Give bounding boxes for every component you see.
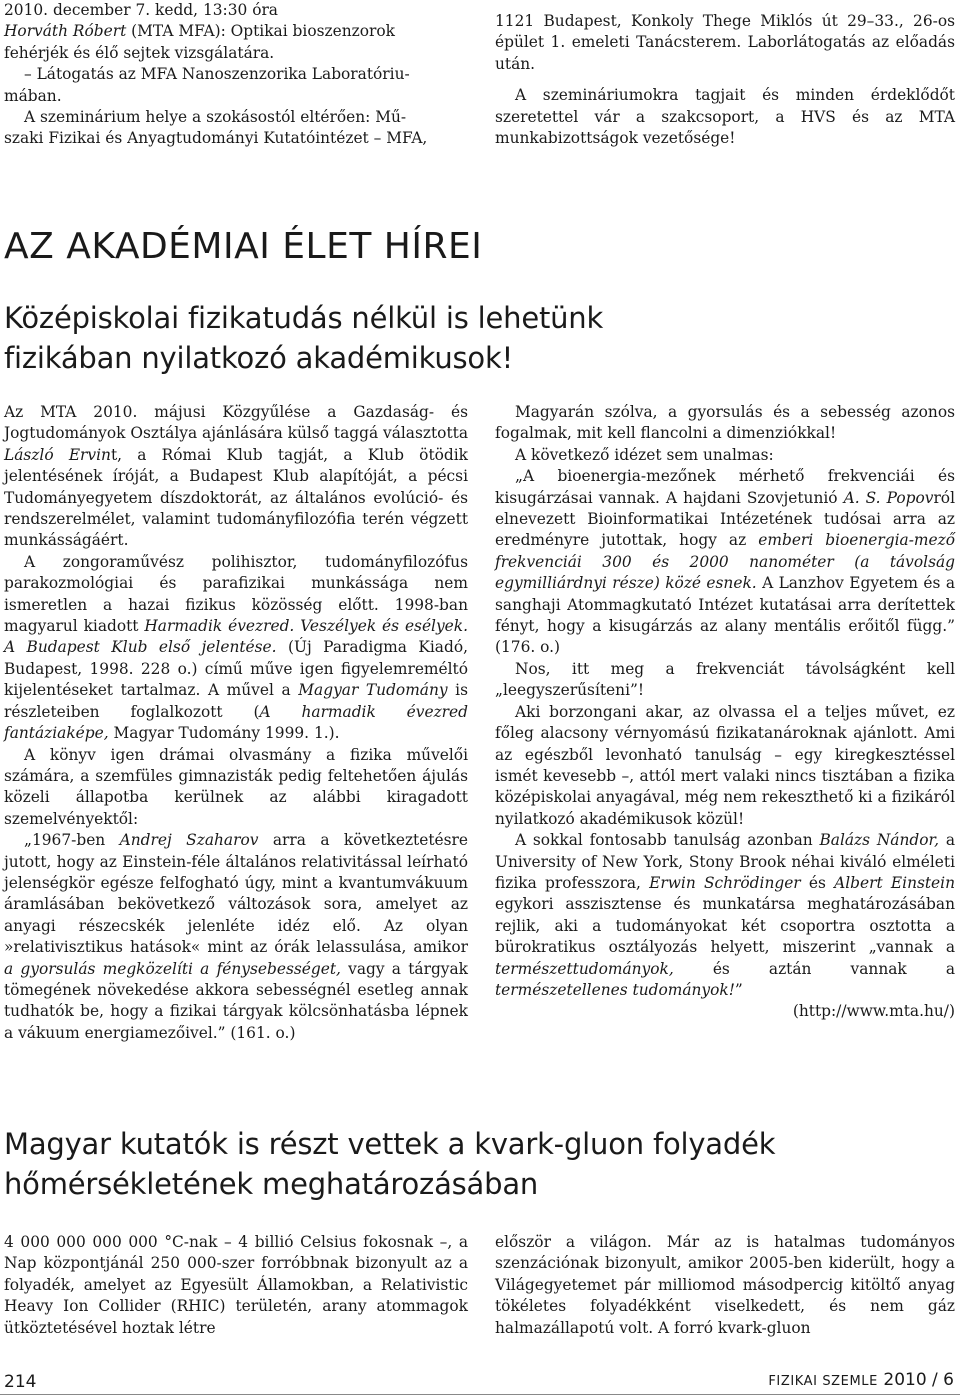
footer-rule xyxy=(0,1394,960,1395)
article1-quote: „1967-ben Andrej Szaharov arra a következtetésre jutott, hogy az Einstein-féle általános relativitással leírható jelenségkör egésze felfogható úgy, mint a kvantumvákuum áramlásában bekövetkező változások sora, amelyet az anyagi részecskék jelenléte idéz elő. Az olyan »relativisztikus hatások« mint az órák lelassulása, amikor a gyorsulás megközelíti a fénysebességet, vagy a tárgyak tömegének növekedése akkora sebességnél esetleg annak tudhatók be, hogy a fizikai tárgyak kölcsönhatásba lépnek a vákuum energiamezőivel.” (161. o.) xyxy=(4,831,468,1042)
seminar-title-cont: fehérjék és élő sejtek vizsgálatára. xyxy=(4,43,275,62)
person-name: Erwin Schrödinger xyxy=(649,873,801,892)
person-name: Albert Einstein xyxy=(834,873,956,892)
article2-title xyxy=(4,1124,944,1204)
invitation-text: A szemináriumokra tagjait és minden érdeklődőt szeretettel vár a szakcsoport, a HVS és az MTA munkabizottságok vezetősége! xyxy=(495,86,955,148)
article2-right-column xyxy=(495,1232,955,1339)
section-title: AZ AKADÉMIAI ÉLET HÍREI xyxy=(4,226,483,267)
article1-right-column xyxy=(495,402,955,1023)
source-link: (http://www.mta.hu/) xyxy=(792,1002,955,1021)
article2-paragraph: először a világon. Már az is hatalmas tudományos szenzációnak bizonyult, amikor 2005-ben kiderült, hogy a Világegyetemet pár milliomod másodpercig kitöltő anyag tökéletes folyadékként viselkedett, és nem gáz halmazállapotú volt. A forró kvark-gluon xyxy=(495,1233,955,1337)
quote-emphasis: természettudományok, xyxy=(495,959,674,978)
article1-title xyxy=(4,298,904,378)
article-title: A harmadik évezred fantáziaképe, xyxy=(4,702,468,743)
page-number: 214 xyxy=(4,1372,37,1392)
person-name: A. S. Popov xyxy=(843,488,934,507)
seminar-speaker-line xyxy=(4,21,468,42)
quote-emphasis: a gyorsulás megközelíti a fénysebességet, xyxy=(4,959,341,978)
person-name: László Ervin xyxy=(4,445,111,464)
lab-visit-cont: mában. xyxy=(4,86,62,105)
journal-issue: 2010 / 6 xyxy=(877,1370,954,1390)
quote-emphasis: emberi bioenergia-mező frekvenciái 300 és 2000 nanométer (a távolság egymilliárdnyi része) közé esnek. xyxy=(495,531,955,593)
venue-line-cont: szaki Fizikai és Anyagtudományi Kutatóintézet – MFA, xyxy=(4,129,428,148)
article1-paragraph: A könyv igen drámai olvasmány a fizika művelői számára, a szemfüles gimnazisták pedig feltehetően ájulás közeli állapotba kerülnek az alábbi kiragadott szemelvényektől: xyxy=(4,745,468,828)
journal-name: FIZIKAI SZEMLE xyxy=(768,1374,878,1389)
lab-visit-line: – Látogatás az MFA Nanoszenzorika Laboratóriu- xyxy=(24,65,410,84)
article1-paragraph: A következő idézet sem unalmas: xyxy=(515,445,774,464)
journal-footer xyxy=(768,1370,954,1390)
journal-title: Magyar Tudomány xyxy=(298,681,448,700)
article2-title-line2: hőmérsékletének meghatározásában xyxy=(4,1167,539,1201)
article1-paragraph: A zongoraművész polihisztor, tudományfilozófus parakozmológiai és parafizikai munkássága nem ismeretlen a hazai fizikus közösség előtt. 1998-ban magyarul kiadott Harmadik évezred. Veszélyek és esélyek. A Budapest Klub első jelentése. (Új Paradigma Kiadó, Budapest, 1998. 228 o.) című műve igen figyelemreméltó kijelentéseket tartalmaz. A művel a Magyar Tudomány is részleteiben foglalkozott (A harmadik évezred fantáziaképe, Magyar Tudomány 1999. 1.). xyxy=(4,552,468,743)
article2-left-column xyxy=(4,1232,468,1339)
book-title: Harmadik évezred. Veszélyek és esélyek. A Budapest Klub első jelentése. xyxy=(4,617,468,657)
article1-title-line1: Középiskolai fizikatudás nélkül is lehetünk xyxy=(4,301,604,335)
person-name: Andrej Szaharov xyxy=(119,831,259,850)
venue-line: A szeminárium helye a szokásostól eltérően: Mű- xyxy=(24,108,407,127)
speaker-affiliation-title: (MTA MFA): Optikai bioszenzorok xyxy=(126,22,395,41)
top-right-column xyxy=(495,11,955,149)
article1-title-line2: fizikában nyilatkozó akadémikusok! xyxy=(4,341,513,375)
article2-paragraph: 4 000 000 000 000 °C-nak – 4 billió Celsius fokosnak –, a Nap központjánál 250 000-szer forróbbnak bizonyult az a folyadék, amelyet az Egyesült Államokban, a Relativistic Heavy Ion Collider (RHIC) területén, arany atommagok ütköztetésével hoztak létre xyxy=(4,1233,468,1337)
article1-paragraph: Aki borzongani akar, az olvassa el a teljes művet, ez főleg alacsony vérnyomású fizikatanároknak ajánlott. Ami az egészből levonható tanulság – egy kiregkesztéssel ismét kevesebb –, attól mert valaki nincs tisztában a fizika középiskolai anyagával, még nem rekeszthető ki a fizikáról nyilatkozó akadémikusok közül! xyxy=(495,702,955,828)
article1-left-column xyxy=(4,402,468,1044)
article1-paragraph: Nos, itt meg a frekvenciát távolságként kell „leegyszerűsíteni”! xyxy=(495,659,955,700)
speaker-name: Horváth Róbert xyxy=(4,22,127,41)
seminar-date: 2010. december 7. kedd, 13:30 óra xyxy=(4,1,278,19)
article1-paragraph: Az MTA 2010. májusi Közgyűlése a Gazdaság- és Jogtudományok Osztálya ajánlására külső taggá választotta László Ervint, a Római Klub tagját, a Klub ötödik jelentésének íróját, a Budapest Klub alapítóját, a pécsi Tudományegyetem díszdoktorát, az általános evolúció- és rendszerelmélet, valamint tudományfilozófia terén végzett munkásságáért. xyxy=(4,403,468,550)
quote-emphasis: természetellenes tudományok! xyxy=(495,980,735,999)
article1-quote: „A bioenergia-mezőnek mérhető frekvenciái és kisugárzásai vannak. A hajdani Szovjetunió A. S. Popovról elnevezett Bioinformatikai Intézetének tudósai arra az eredményre jutottak, hogy az emberi bioenergia-mező frekvenciái 300 és 2000 nanométer (a távolság egymilliárdnyi része) közé esnek. A Lanzhov Egyetem és a sanghaji Atommagkutató Intézet kutatásai arra derítettek fényt, hogy a kisugárzás az alany mentális erőitől függ.” (176. o.) xyxy=(495,467,955,657)
top-left-column xyxy=(4,0,468,150)
person-name: Balázs Nándor, xyxy=(819,831,940,850)
venue-address: 1121 Budapest, Konkoly Thege Miklós út 29–33., 26-os épület 1. emeleti Tanácsterem. Laborlátogatás az előadás után. xyxy=(495,12,955,73)
article1-paragraph: Magyarán szólva, a gyorsulás és a sebesség azonos fogalmak, mit kell flancolni a dimenziókkal! xyxy=(495,403,955,443)
article2-title-line1: Magyar kutatók is részt vettek a kvark-gluon folyadék xyxy=(4,1127,776,1161)
article1-paragraph: A sokkal fontosabb tanulság azonban Balázs Nándor, a University of New York, Stony Brook néhai kiváló elméleti fizika professzora, Erwin Schrödinger és Albert Einstein egykori asszisztense és munkatársa meghatározásában rejlik, aki a tudományokat két csoportra osztotta a bürokratikus osztályozás helyett, miszerint „vannak a természettudományok, és aztán vannak a természetellenes tudományok!” xyxy=(495,831,956,999)
